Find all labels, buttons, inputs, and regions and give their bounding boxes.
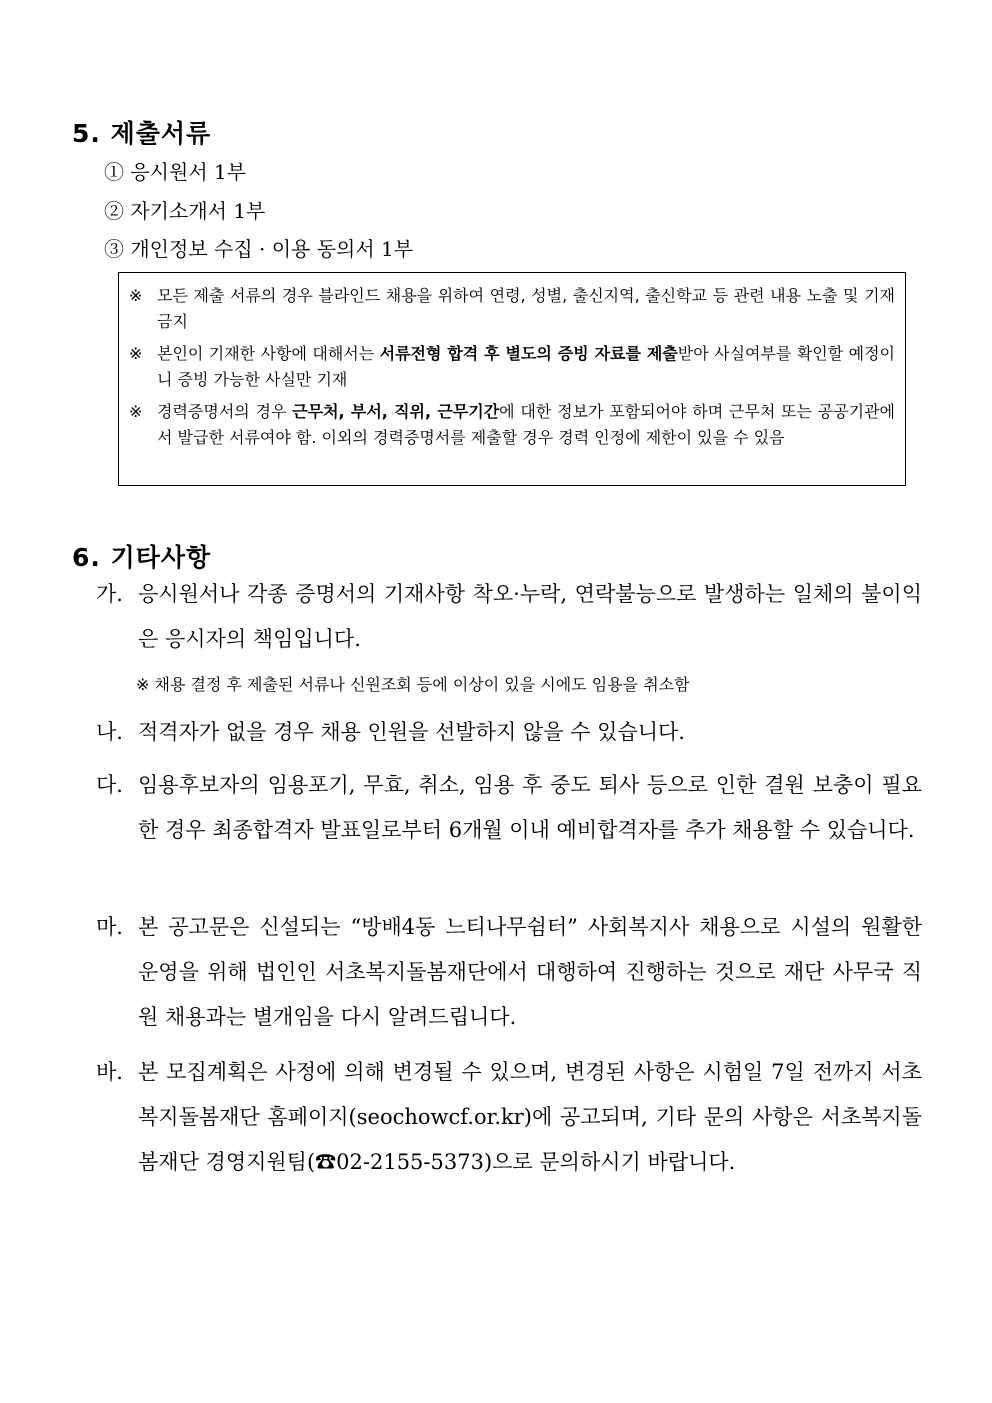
notice-emphasis: 서류전형 합격 후 별도의 증빙 자료를 제출	[379, 344, 678, 363]
item-text: 응시원서나 각종 증명서의 기재사항 착오·누락, 연락불능으로 발생하는 일체의 불이익은 응시자의 책임입니다.	[138, 582, 922, 651]
item-text: 적격자가 없을 경우 채용 인원을 선발하지 않을 수 있습니다.	[138, 720, 685, 744]
other-item-ma	[96, 905, 922, 1040]
item-label: 다.	[96, 773, 123, 797]
item-label: 가.	[96, 582, 123, 606]
document-item-2: ② 자기소개서 1부	[104, 199, 266, 223]
notice-text: 경력증명서의 경우 근무처, 부서, 직위, 근무기간에 대한 정보가 포함되어야 하며 근무처 또는 공공기관에서 발급한 서류여야 함. 이외의 경력증명서를 제출할 경우 경력 인정에 제한이 있을 수 있음	[157, 402, 895, 447]
section-6-title: 6. 기타사항	[72, 543, 212, 572]
notice-verification	[129, 341, 895, 393]
item-text: 본 공고문은 신설되는 “방배4동 느티나무쉼터” 사회복지사 채용으로 시설의 원활한 운영을 위해 법인인 서초복지돌봄재단에서 대행하여 진행하는 것으로 재단 사무국 직원 채용과는 별개임을 다시 알려드립니다.	[138, 915, 922, 1029]
item-text: 임용후보자의 임용포기, 무효, 취소, 임용 후 중도 퇴사 등으로 인한 결원 보충이 필요한 경우 최종합격자 발표일로부터 6개월 이내 예비합격자를 추가 채용할 수 있습니다.	[138, 773, 922, 842]
other-item-ga	[96, 572, 922, 662]
other-item-na	[96, 710, 922, 755]
reference-mark: ※	[129, 402, 143, 421]
item-label: 나.	[96, 720, 123, 744]
notice-blind	[129, 283, 895, 335]
item-label: 마.	[96, 915, 123, 939]
notice-career-certificate	[129, 399, 895, 451]
other-item-ba	[96, 1050, 922, 1185]
item-text: 본 모집계획은 사정에 의해 변경될 수 있으며, 변경된 사항은 시험일 7일 전까지 서초복지돌봄재단 홈페이지(seochowcf.or.kr)에 공고되며, 기타 문의 사항은 서초복지돌봄재단 경영지원팀(☎02-2155-5373)으로 문의하시기 바랍니다.	[138, 1060, 922, 1174]
reference-mark: ※	[129, 344, 143, 363]
notice-emphasis: 근무처, 부서, 직위, 근무기간	[292, 402, 500, 421]
notice-text: 모든 제출 서류의 경우 블라인드 채용을 위하여 연령, 성별, 출신지역, 출신학교 등 관련 내용 노출 및 기재 금지	[157, 286, 895, 331]
reference-mark: ※	[129, 286, 143, 305]
section-5-title: 5. 제출서류	[72, 119, 212, 148]
document-item-1: ① 응시원서 1부	[104, 160, 247, 184]
notice-text: 본인이 기재한 사항에 대해서는 서류전형 합격 후 별도의 증빙 자료를 제출받아 사실여부를 확인할 예정이니 증빙 가능한 사실만 기재	[157, 344, 895, 389]
notice-box	[118, 272, 906, 486]
cancellation-note: ※ 채용 결정 후 제출된 서류나 신원조회 등에 이상이 있을 시에도 임용을 취소함	[136, 675, 690, 694]
document-item-3: ③ 개인정보 수집 · 이용 동의서 1부	[104, 237, 414, 261]
item-label: 바.	[96, 1060, 123, 1084]
other-item-da	[96, 763, 922, 853]
